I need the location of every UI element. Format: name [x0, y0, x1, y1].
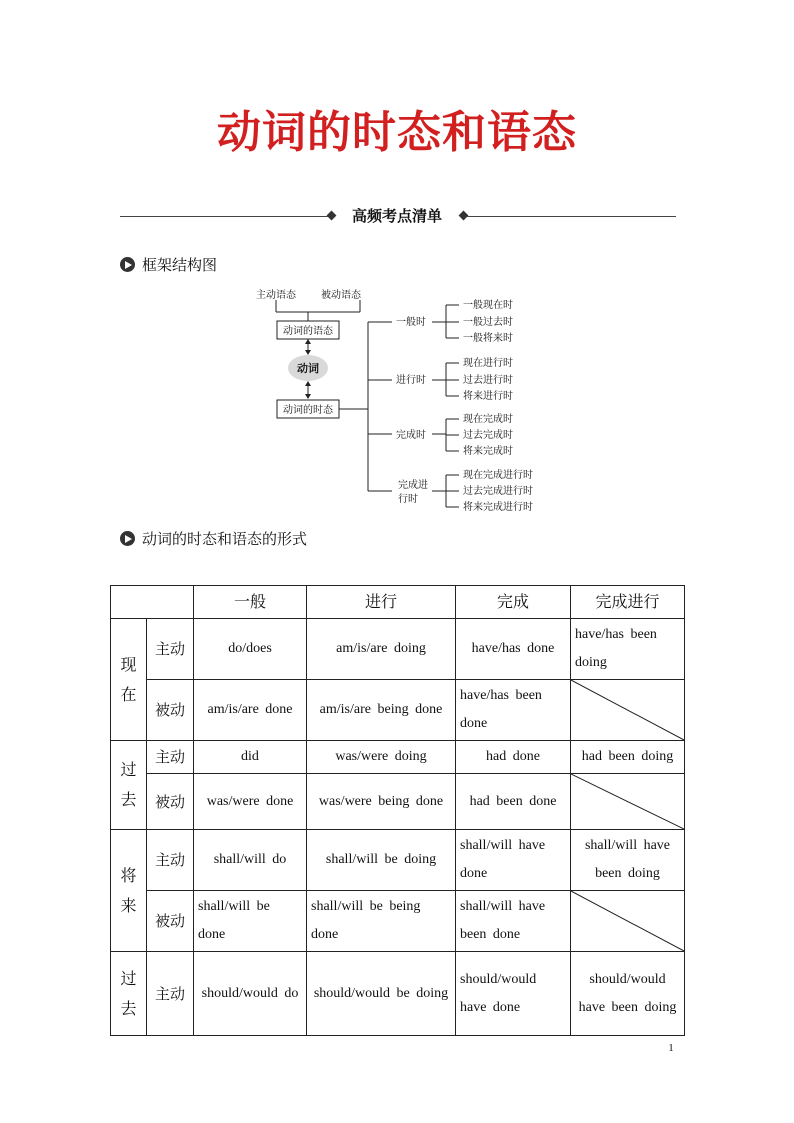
table-cell: should/would have done: [456, 952, 571, 1036]
voice-cell: 被动: [147, 891, 194, 952]
table-cell: have/has done: [456, 619, 571, 680]
voice-cell: 主动: [147, 741, 194, 774]
group-item: 一般过去时: [463, 317, 513, 328]
group-item: 将来完成时: [463, 446, 513, 457]
table-cell: am/is/are done: [194, 680, 307, 741]
table-header-row: [111, 586, 685, 619]
table-cell: shall/will have been done: [456, 891, 571, 952]
voice-cell: 主动: [147, 830, 194, 891]
table-row: [111, 830, 685, 891]
table-cell: was/were done: [194, 774, 307, 830]
voice-box-label: 动词的语态: [283, 326, 333, 337]
table-cell: should/would have been doing: [571, 952, 685, 1036]
table-cell: have/has been done: [456, 680, 571, 741]
group-label: 进行时: [396, 375, 426, 386]
table-cell: have/has been doing: [571, 619, 685, 680]
empty-diagonal-cell: [571, 891, 685, 952]
table-cell: am/is/are being done: [307, 680, 456, 741]
table-row: [111, 680, 685, 741]
framework-diagram: [0, 0, 794, 530]
table-cell: shall/will be done: [194, 891, 307, 952]
section-heading-text: 动词的时态和语态的形式: [142, 530, 308, 548]
table-cell: was/were being done: [307, 774, 456, 830]
table-row: [111, 619, 685, 680]
table-cell: shall/will have been doing: [571, 830, 685, 891]
header-cell: 进行: [307, 586, 456, 619]
table-cell: did: [194, 741, 307, 774]
table-cell: shall/will have done: [456, 830, 571, 891]
time-cell-future: [111, 830, 147, 952]
voice-cell: 被动: [147, 774, 194, 830]
time-char: 过: [120, 968, 137, 988]
table-cell: shall/will be doing: [307, 830, 456, 891]
play-bullet-icon: [120, 531, 135, 546]
center-label: 动词: [297, 362, 319, 375]
table-cell: was/were doing: [307, 741, 456, 774]
time-char: 来: [120, 895, 137, 915]
time-cell-past-future: [111, 952, 147, 1036]
time-char: 去: [120, 998, 137, 1018]
group-label: 行时: [398, 494, 418, 505]
group-item: 过去完成进行时: [463, 486, 533, 497]
table-cell: had been done: [456, 774, 571, 830]
voice-cell: 主动: [147, 952, 194, 1036]
table-cell: had done: [456, 741, 571, 774]
voice-active-label: 主动语态: [256, 290, 296, 301]
page-number: 1: [668, 1042, 674, 1054]
voice-cell: 被动: [147, 680, 194, 741]
table-cell: shall/will do: [194, 830, 307, 891]
group-item: 将来进行时: [463, 391, 513, 402]
group-item: 过去完成时: [463, 430, 513, 441]
table-cell: am/is/are doing: [307, 619, 456, 680]
section-heading-forms: [120, 528, 307, 549]
header-cell: 完成: [456, 586, 571, 619]
group-label: 一般时: [396, 317, 426, 328]
time-char: 在: [120, 684, 137, 704]
table-cell: do/does: [194, 619, 307, 680]
voice-cell: 主动: [147, 619, 194, 680]
tense-voice-table: [110, 585, 685, 1036]
table-cell: should/would be doing: [307, 952, 456, 1036]
time-char: 将: [120, 865, 137, 885]
section-heading-text: 框架结构图: [142, 256, 218, 274]
table-cell: should/would do: [194, 952, 307, 1036]
time-char: 过: [120, 760, 137, 779]
table-row: [111, 774, 685, 830]
section-bar-label: 高频考点清单: [351, 207, 442, 225]
group-item: 现在完成进行时: [463, 470, 533, 481]
page-title: 动词的时态和语态: [217, 107, 577, 158]
table-row: [111, 741, 685, 774]
empty-diagonal-cell: [571, 774, 685, 830]
time-cell-present: [111, 619, 147, 741]
table-cell: shall/will be being done: [307, 891, 456, 952]
time-char: 去: [120, 790, 137, 809]
group-item: 现在进行时: [463, 358, 513, 369]
group-label: 完成进: [398, 480, 428, 491]
table-cell: had been doing: [571, 741, 685, 774]
time-cell-past: [111, 741, 147, 830]
header-cell: 一般: [194, 586, 307, 619]
voice-passive-label: 被动语态: [321, 290, 361, 301]
group-item: 一般现在时: [463, 300, 513, 311]
group-item: 一般将来时: [463, 333, 513, 344]
table-row: [111, 891, 685, 952]
empty-diagonal-cell: [571, 680, 685, 741]
group-item: 将来完成进行时: [463, 502, 533, 513]
group-item: 过去进行时: [463, 375, 513, 386]
header-empty-cell: [111, 586, 194, 619]
time-char: 现: [120, 654, 137, 674]
tense-box-label: 动词的时态: [283, 405, 333, 416]
header-cell: 完成进行: [571, 586, 685, 619]
table-row: [111, 952, 685, 1036]
group-item: 现在完成时: [463, 414, 513, 425]
group-label: 完成时: [396, 430, 426, 441]
